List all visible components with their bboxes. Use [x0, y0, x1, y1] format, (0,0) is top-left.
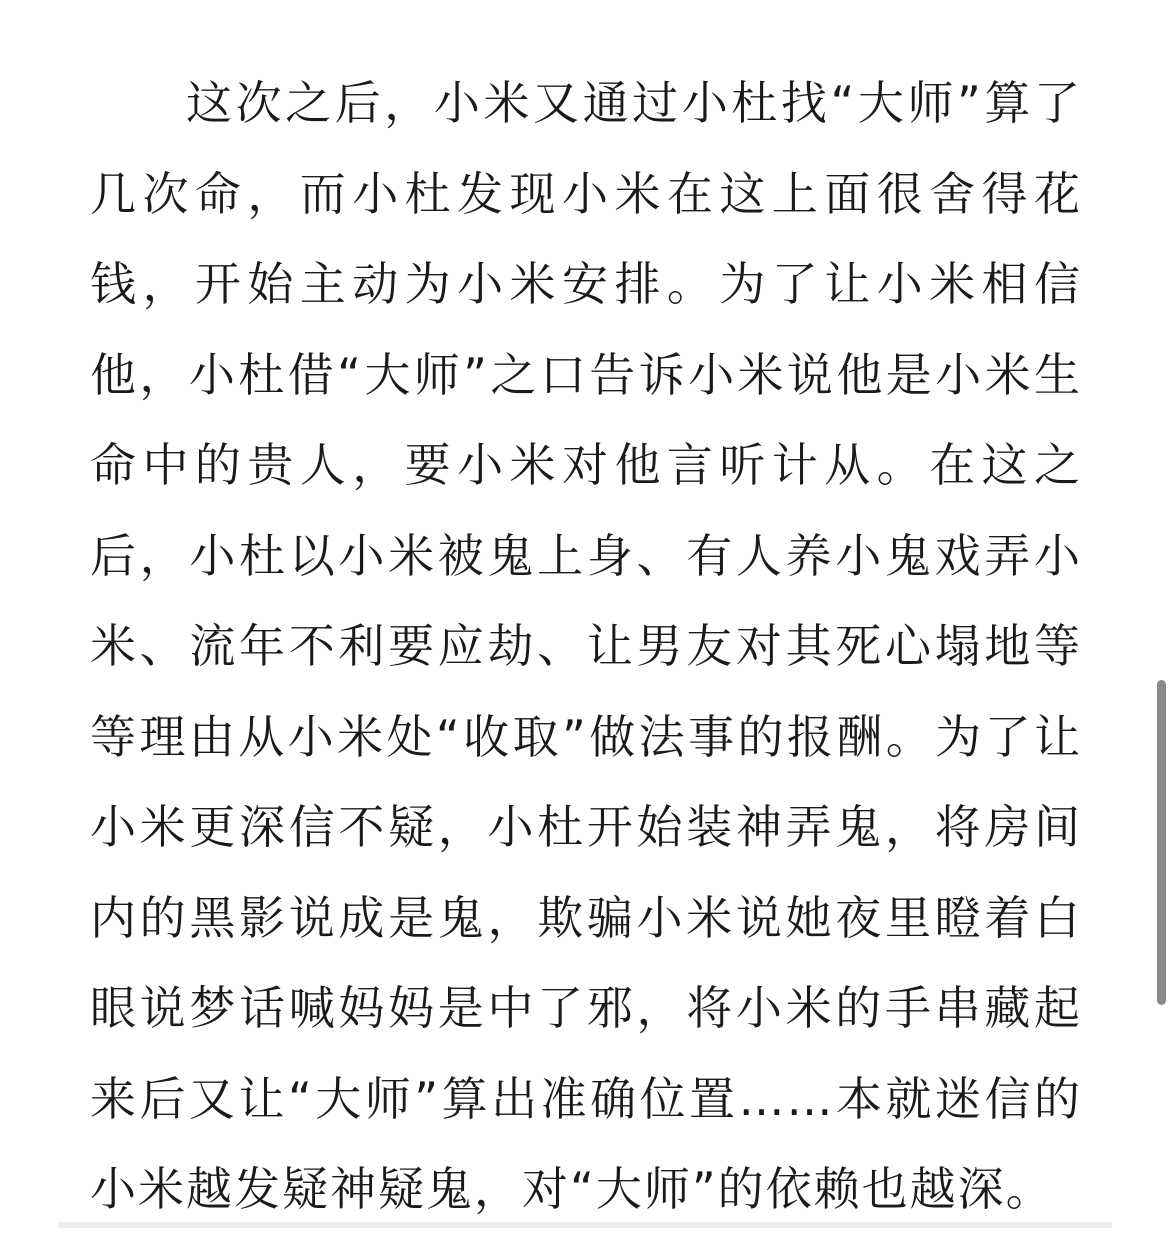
text-line: 等理由从小米处“收取”做法事的报酬。为了让 — [90, 709, 1082, 764]
scrollbar-thumb[interactable] — [1157, 680, 1166, 1005]
text-line: 他，小杜借“大师”之口告诉小米说他是小米生 — [90, 347, 1082, 402]
article-body — [90, 58, 1082, 1235]
text-line: 后，小杜以小米被鬼上身、有人养小鬼戏弄小 — [90, 528, 1082, 583]
text-line: 小米越发疑神疑鬼，对“大师”的依赖也越深。 — [90, 1162, 1054, 1216]
text-line: 小米更深信不疑，小杜开始装神弄鬼，将房间 — [90, 800, 1082, 854]
text-line: 米、流年不利要应劫、让男友对其死心塌地等 — [90, 619, 1082, 673]
text-line: 命中的贵人，要小米对他言听计从。在这之 — [90, 438, 1082, 492]
text-line: 几次命，而小杜发现小米在这上面很舍得花 — [90, 166, 1082, 221]
text-line: 这次之后，小米又通过小杜找“大师”算了 — [186, 76, 1082, 130]
text-line: 钱，开始主动为小米安排。为了让小米相信 — [90, 257, 1082, 311]
bottom-divider — [58, 1222, 1112, 1228]
text-line: 内的黑影说成是鬼，欺骗小米说她夜里瞪着白 — [90, 890, 1082, 945]
text-line: 来后又让“大师”算出准确位置……本就迷信的 — [90, 1071, 1082, 1126]
text-line: 眼说梦话喊妈妈是中了邪，将小米的手串藏起 — [90, 981, 1082, 1035]
